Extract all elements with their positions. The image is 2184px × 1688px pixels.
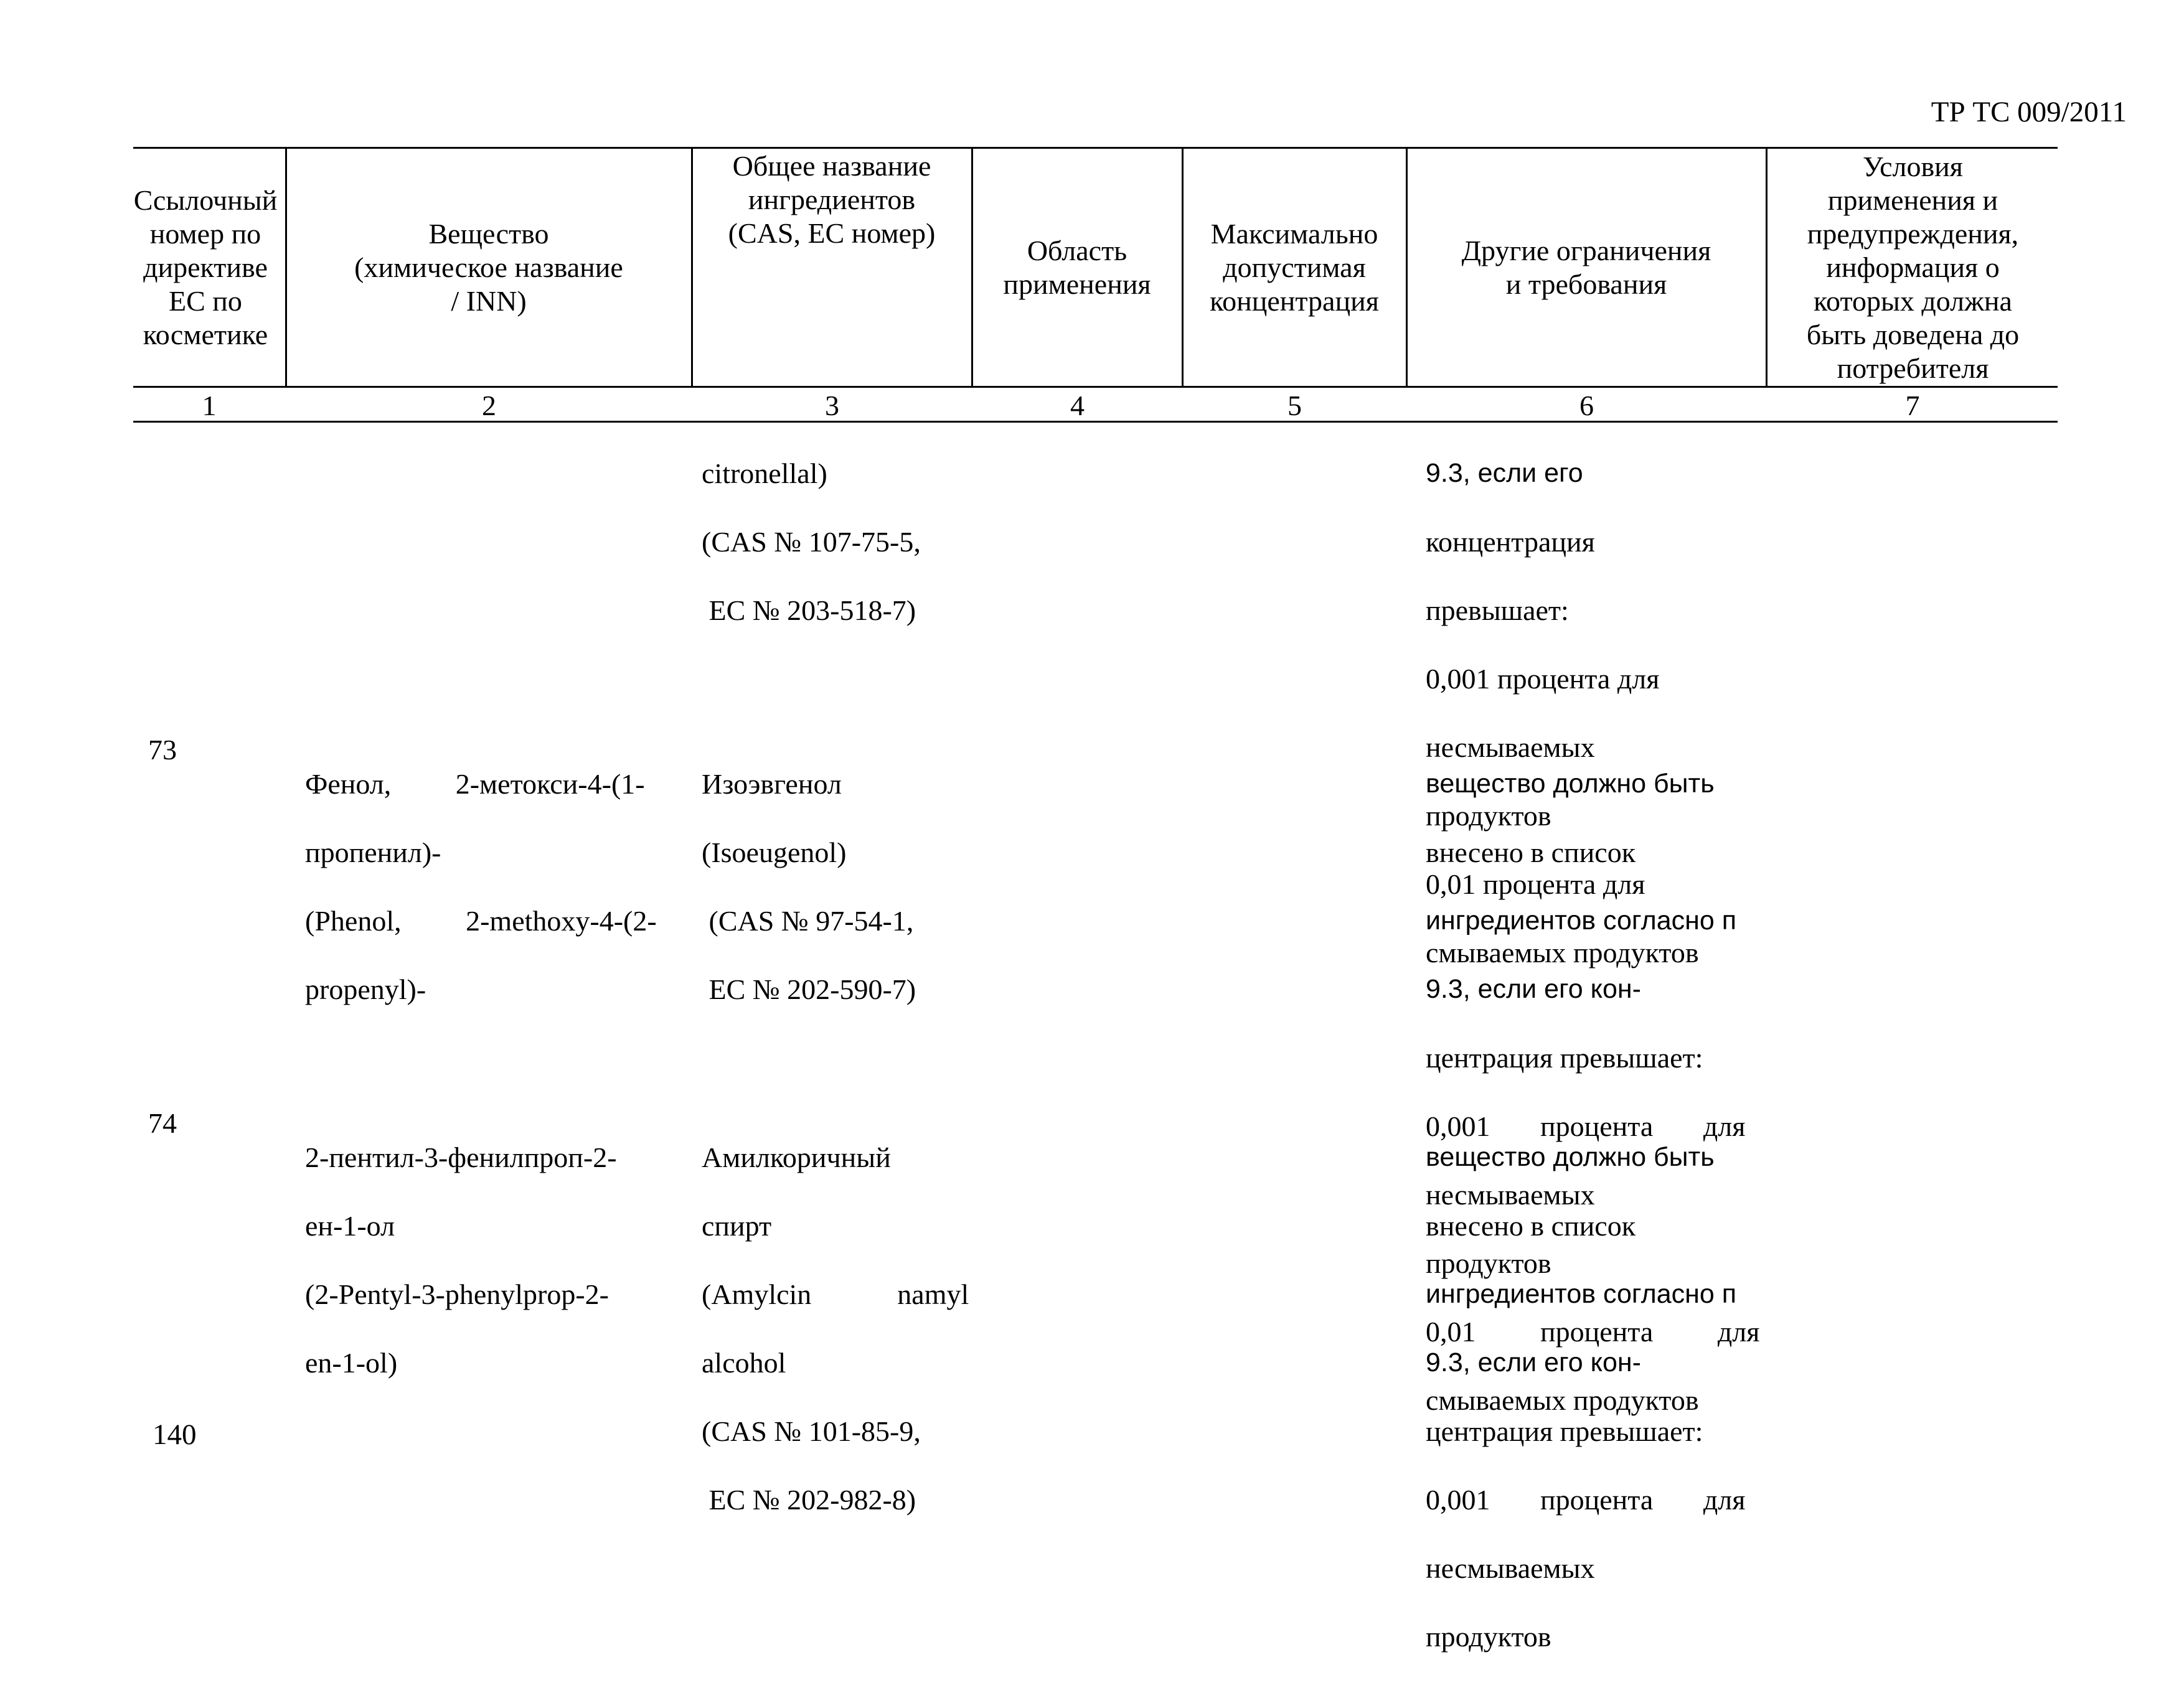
restriction-line: вещество должно быть	[1426, 769, 1715, 799]
restriction-line: несмываемых	[1426, 1179, 1595, 1211]
ingredient-line: спирт	[702, 1210, 772, 1242]
restriction-line: 0,01 процента для	[1426, 1316, 1760, 1348]
ref-number-cell: 73	[148, 734, 177, 766]
restriction-line: вещество должно быть	[1426, 1142, 1715, 1172]
ingredient-line: (Amylcin namyl	[702, 1278, 969, 1310]
restriction-line: 9.3, если его кон-	[1426, 974, 1641, 1004]
restriction-line: концентрация	[1426, 526, 1595, 558]
column-number: 6	[1579, 390, 1594, 421]
restriction-line: 0,001 процента для	[1426, 663, 1660, 695]
restriction-line: центрация превышает:	[1426, 1042, 1703, 1074]
restriction-line: 0,001 процента для	[1426, 1110, 1746, 1142]
ingredient-cell	[702, 733, 969, 1041]
restriction-line: превышает:	[1426, 594, 1569, 626]
restriction-line: центрация превышает:	[1426, 1415, 1703, 1447]
ingredient-line: (Isoeugenol)	[702, 837, 847, 868]
restriction-line: 9.3, если его кон-	[1426, 1348, 1641, 1377]
header-substance: Вещество (химическое название / INN)	[354, 218, 623, 317]
ingredient-line: (CAS № 97-54-1,	[702, 905, 914, 937]
substance-line: ен-1-ол	[305, 1210, 395, 1242]
restriction-line: смываемых продуктов	[1426, 937, 1699, 968]
ingredient-line: Изоэвгенол	[702, 768, 842, 800]
column-number: 4	[1070, 390, 1085, 421]
restriction-line: ингредиентов согласно п	[1426, 1279, 1737, 1309]
page-number: 140	[153, 1418, 197, 1451]
restriction-line: несмываемых	[1426, 731, 1595, 763]
column-number: 5	[1287, 390, 1302, 421]
header-max-concentration: Максимально допустимая концентрация	[1210, 218, 1379, 317]
substance-line: en-1-ol)	[305, 1347, 398, 1379]
substance-line: пропенил)-	[305, 837, 441, 868]
ref-number-cell: 74	[148, 1107, 177, 1139]
header-conditions-warnings: Условия применения и предупреждения, информация о которых должна быть доведена до потребителя	[1806, 151, 2020, 384]
restriction-line: 0,01 процента для	[1426, 868, 1645, 900]
restriction-line: продуктов	[1426, 800, 1551, 832]
substance-line: (2-Pentyl-3-phenylprop-2-	[305, 1278, 609, 1310]
column-divider	[691, 147, 693, 387]
column-number: 1	[202, 390, 217, 421]
restriction-line: 0,001 процента для	[1426, 1484, 1746, 1516]
restriction-line: ингредиентов согласно п	[1426, 906, 1737, 935]
table-top-rule	[133, 147, 2058, 149]
ingredient-line: alcohol	[702, 1347, 786, 1379]
header-other-restrictions: Другие ограничения и требования	[1461, 235, 1711, 300]
substance-line: 2-пентил-3-фенилпроп-2-	[305, 1142, 617, 1173]
column-divider	[1406, 147, 1408, 387]
ingredient-line: ЕС № 202-590-7)	[702, 973, 916, 1005]
column-divider	[1766, 147, 1767, 387]
restriction-line: несмываемых	[1426, 1552, 1595, 1584]
ingredient-cell	[702, 1106, 969, 1551]
header-application-area: Область применения	[1003, 235, 1151, 300]
substance-line: Фенол, 2-метокси-4-(1-	[305, 768, 645, 800]
column-number: 3	[825, 390, 839, 421]
column-divider	[1182, 147, 1184, 387]
ingredient-line: Амилкоричный	[702, 1142, 891, 1173]
restrictions-cell	[1426, 1106, 1759, 1688]
substance-line: (Phenol, 2-methoxy-4-(2-	[305, 905, 657, 937]
column-number: 2	[482, 390, 496, 421]
header-ref-number: Ссылочный номер по директиве ЕС по косметике	[133, 184, 278, 350]
ingredient-line: ЕС № 202-982-8)	[702, 1484, 916, 1516]
restriction-line: продуктов	[1426, 1621, 1551, 1653]
ingredient-line: (CAS № 107-75-5,	[702, 526, 921, 558]
header-bottom-rule	[133, 386, 2058, 388]
column-divider	[971, 147, 973, 387]
substance-cell	[305, 733, 679, 1041]
ingredient-line: citronellal)	[702, 457, 827, 489]
column-number: 7	[1905, 390, 1920, 421]
ingredient-line: ЕС № 203-518-7)	[702, 594, 916, 626]
restriction-line: внесено в список	[1426, 837, 1636, 868]
header-ingredient-name: Общее название ингредиентов (CAS, ЕС номер)	[728, 150, 936, 249]
ingredient-line: (CAS № 101-85-9,	[702, 1415, 921, 1447]
ingredient-cell	[702, 422, 969, 662]
restriction-line: внесено в список	[1426, 1210, 1636, 1242]
substance-cell	[305, 1106, 679, 1414]
restriction-line: 9.3, если его	[1426, 458, 1583, 488]
substance-line: propenyl)-	[305, 973, 426, 1005]
document-code: ТР ТС 009/2011	[1931, 96, 2127, 128]
restriction-line: продуктов	[1426, 1247, 1551, 1279]
restriction-line: смываемых продуктов	[1426, 1384, 1699, 1416]
